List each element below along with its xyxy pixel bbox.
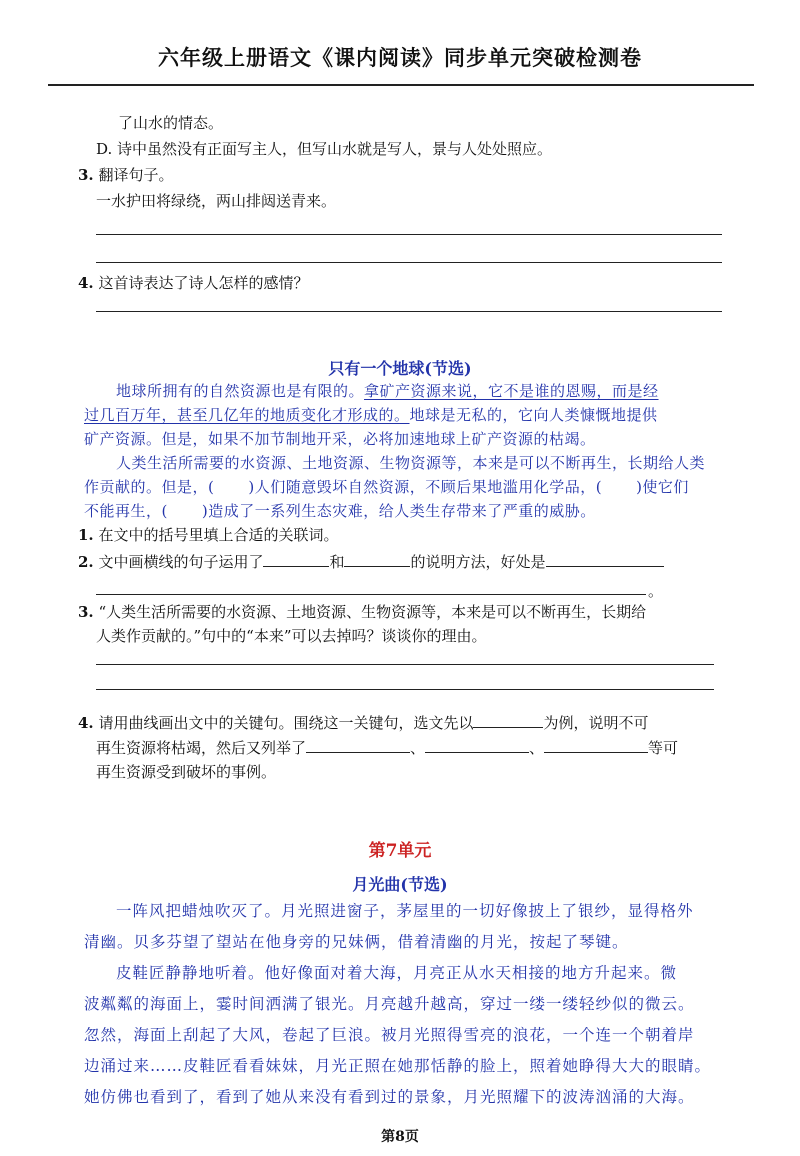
poem-question-3: [78, 164, 173, 186]
page-header-title: 六年级上册语文《课内阅读》同步单元突破检测卷: [158, 46, 642, 70]
fill-blank[interactable]: [344, 550, 410, 567]
passage-line: 边涌过来……皮鞋匠看看妹妹，月光正照在她那恬静的脸上，照着她睁得大大的眼睛。: [84, 1057, 712, 1075]
question-text: 人类作贡献的。”句中的“本来”可以去掉吗？谈谈你的理由。: [96, 627, 487, 645]
question-text: “人类生活所需要的水资源、土地资源、生物资源等，本来是可以不断再生，长期给: [98, 603, 647, 621]
earth-question-1: [78, 524, 338, 546]
passage-line: [116, 380, 659, 403]
poem-sentence: 一水护田将绿绕，两山排闼送青来。: [96, 192, 337, 210]
passage-line: 矿产资源。但是，如果不加节制地开采，必将加速地球上矿产资源的枯竭。: [84, 430, 596, 448]
poem-question-4: [78, 272, 308, 294]
question-text: 文中画横线的句子运用了: [98, 553, 264, 571]
earth-question-2: [78, 550, 664, 573]
passage-title: 只有一个地球(节选): [328, 359, 472, 378]
fill-blank[interactable]: [425, 736, 529, 753]
question-text: 翻译句子。: [98, 166, 174, 184]
question-number: 3.: [78, 603, 94, 621]
earth-question-3: [78, 601, 646, 623]
answer-line[interactable]: [96, 664, 714, 665]
underlined-sentence: 过几百万年，甚至几亿年的地质变化才形成的。: [84, 406, 410, 424]
fill-blank[interactable]: [473, 711, 543, 728]
question-text: 这首诗表达了诗人怎样的感情？: [98, 274, 309, 292]
passage-line: 一阵风把蜡烛吹灭了。月光照进窗子，茅屋里的一切好像披上了银纱，显得格外: [116, 902, 694, 920]
separator: 、: [410, 739, 426, 757]
question-number: 4.: [78, 274, 94, 292]
question-number: 2.: [78, 553, 94, 571]
passage-text: 地球所拥有的自然资源也是有限的。: [116, 382, 365, 400]
header-divider: [48, 84, 754, 86]
question-text: 的说明方法，好处是: [410, 553, 546, 571]
question-number: 3.: [78, 166, 94, 184]
passage-line: [84, 500, 596, 523]
passage-text: )使它们: [636, 478, 689, 496]
page-number: 第8页: [381, 1129, 419, 1145]
passage-text: )人们随意毁坏自然资源，不顾后果地滥用化学品，(: [248, 478, 603, 496]
separator: 、: [529, 739, 545, 757]
passage-line: 波粼粼的海面上，霎时间洒满了银光。月亮越升越高，穿过一缕一缕轻纱似的微云。: [84, 995, 695, 1013]
passage-text: )造成了一系列生态灾难，给人类生存带来了严重的威胁。: [201, 502, 596, 520]
option-d: D. 诗中虽然没有正面写主人，但写山水就是写人，景与人处处照应。: [96, 140, 553, 158]
unit-title: 第7单元: [368, 841, 432, 861]
passage-line: [84, 476, 689, 499]
fill-blank[interactable]: [263, 550, 329, 567]
question-text: [96, 736, 678, 759]
passage-text: 地球是无私的，它向人类慷慨地提供: [409, 406, 658, 424]
question-text: 再生资源受到破坏的事例。: [96, 763, 277, 781]
question-text: 再生资源将枯竭，然后又列举了: [96, 739, 307, 757]
option-c-tail: 了山水的情态。: [118, 114, 224, 132]
answer-line[interactable]: [96, 594, 646, 595]
passage-line: 人类生活所需要的水资源、土地资源、生物资源等，本来是可以不断再生，长期给人类: [116, 454, 706, 472]
sentence-end: 。: [648, 582, 664, 600]
passage-text: 不能再生，(: [84, 502, 168, 520]
passage-line: 忽然，海面上刮起了大风，卷起了巨浪。被月光照得雪亮的浪花，一个连一个朝着岸: [84, 1026, 695, 1044]
passage-title: 月光曲(节选): [352, 875, 448, 894]
question-number: 1.: [78, 526, 94, 544]
fill-blank[interactable]: [306, 736, 410, 753]
question-number: 4.: [78, 714, 94, 732]
passage-line: 清幽。贝多芬望了望站在他身旁的兄妹俩，借着清幽的月光，按起了琴键。: [84, 933, 629, 951]
question-text: 和: [329, 553, 345, 571]
question-text: 在文中的括号里填上合适的关联词。: [98, 526, 339, 544]
answer-line[interactable]: [96, 689, 714, 690]
earth-question-4: [78, 711, 648, 734]
question-text: 为例，说明不可: [543, 714, 649, 732]
passage-line: 皮鞋匠静静地听着。他好像面对着大海，月亮正从水天相接的地方升起来。微: [116, 964, 678, 982]
answer-line[interactable]: [96, 262, 722, 263]
fill-blank[interactable]: [544, 736, 648, 753]
answer-line[interactable]: [96, 234, 722, 235]
fill-blank[interactable]: [546, 550, 664, 567]
question-text: 等可: [648, 739, 679, 757]
passage-text: 作贡献的。但是，(: [84, 478, 215, 496]
underlined-sentence: 拿矿产资源来说，它不是谁的恩赐，而是经: [364, 382, 659, 400]
passage-line: [84, 404, 658, 427]
passage-line: 她仿佛也看到了，看到了她从来没有看到过的景象，月光照耀下的波涛汹涌的大海。: [84, 1088, 695, 1106]
answer-line[interactable]: [96, 311, 722, 312]
question-text: 请用曲线画出文中的关键句。围绕这一关键句，选文先以: [98, 714, 474, 732]
